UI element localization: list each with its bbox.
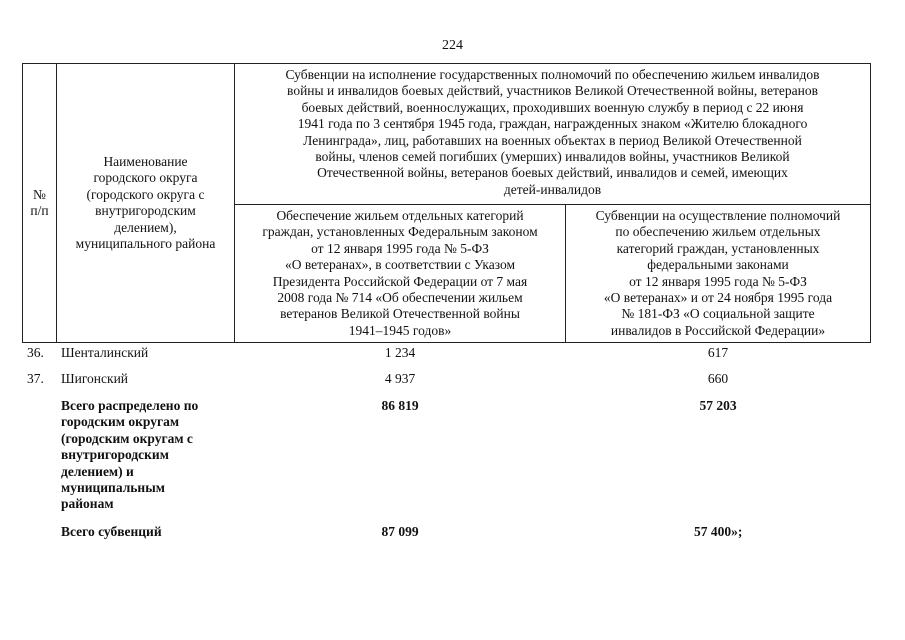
row-value-housing: 4 937 — [384, 371, 416, 386]
row-value-federal: 660 — [707, 371, 729, 386]
table-right-border — [870, 63, 871, 343]
total-subsidies-housing: 87 099 — [381, 524, 419, 539]
row-number: 36. — [27, 345, 44, 360]
header-num-column: № п/п — [30, 187, 49, 219]
row-name: Шигонский — [61, 371, 129, 386]
header-subcolumn-housing-veterans: Обеспечение жильем отдельных категорий граждан, установленных Федеральным законом от 12 января 1995 года № 5-ФЗ «О ветеранах», в соответствии с Указом Президента Российской Федерации от 7 мая 2008 года № 714 «Об обеспечении жильем ветеранов Великой Отечественной войны 1941–1945 годов» — [262, 208, 538, 338]
header-name-column: Наименование городского округа (городского округа с внутригородским делением), муниципального района — [75, 154, 216, 252]
header-bottom-border — [22, 342, 871, 343]
header-subcolumn-federal-laws: Субвенции на осуществление полномочий по обеспечению жильем отдельных категорий граждан, установленных федеральными законами от 12 января 1995 года № 5-ФЗ «О ветеранах» и от 24 ноября 1995 года № 181-ФЗ «О социальной защите инвалидов в Российской Федерации» — [595, 208, 841, 338]
total-distributed-federal: 57 203 — [699, 398, 737, 413]
total-distributed-label: Всего распределено по городским округам (городским округам с внутригородским делением) и муниципальным районам — [61, 398, 199, 512]
header-subgroup-border — [234, 204, 871, 205]
row-number: 37. — [27, 371, 44, 386]
page-number: 224 — [442, 38, 463, 53]
total-subsidies-federal: 57 400»; — [694, 524, 743, 539]
table-top-border — [22, 63, 871, 64]
header-subsidy-group: Субвенции на исполнение государственных полномочий по обеспечению жильем инвалидов войны и инвалидов боевых действий, участников Великой Отечественной войны, ветеранов боевых действий, военнослужащих, проходивших военную службу в период с 22 июня 1941 года по 3 сентября 1945 года, граждан, награжденных знаком «Жителю блокадного Ленинграда», лиц, работавших на военных объектах в период Великой Отечественной войны, членов семей погибших (умерших) инвалидов войны, участников Великой Отечественной войны, ветеранов боевых действий, инвалидов и семей, имеющих детей-инвалидов — [285, 67, 820, 197]
row-value-federal: 617 — [707, 345, 729, 360]
total-subsidies-label: Всего субвенций — [61, 524, 162, 539]
row-name: Шенталинский — [61, 345, 149, 360]
total-distributed-housing: 86 819 — [381, 398, 419, 413]
row-value-housing: 1 234 — [384, 345, 416, 360]
